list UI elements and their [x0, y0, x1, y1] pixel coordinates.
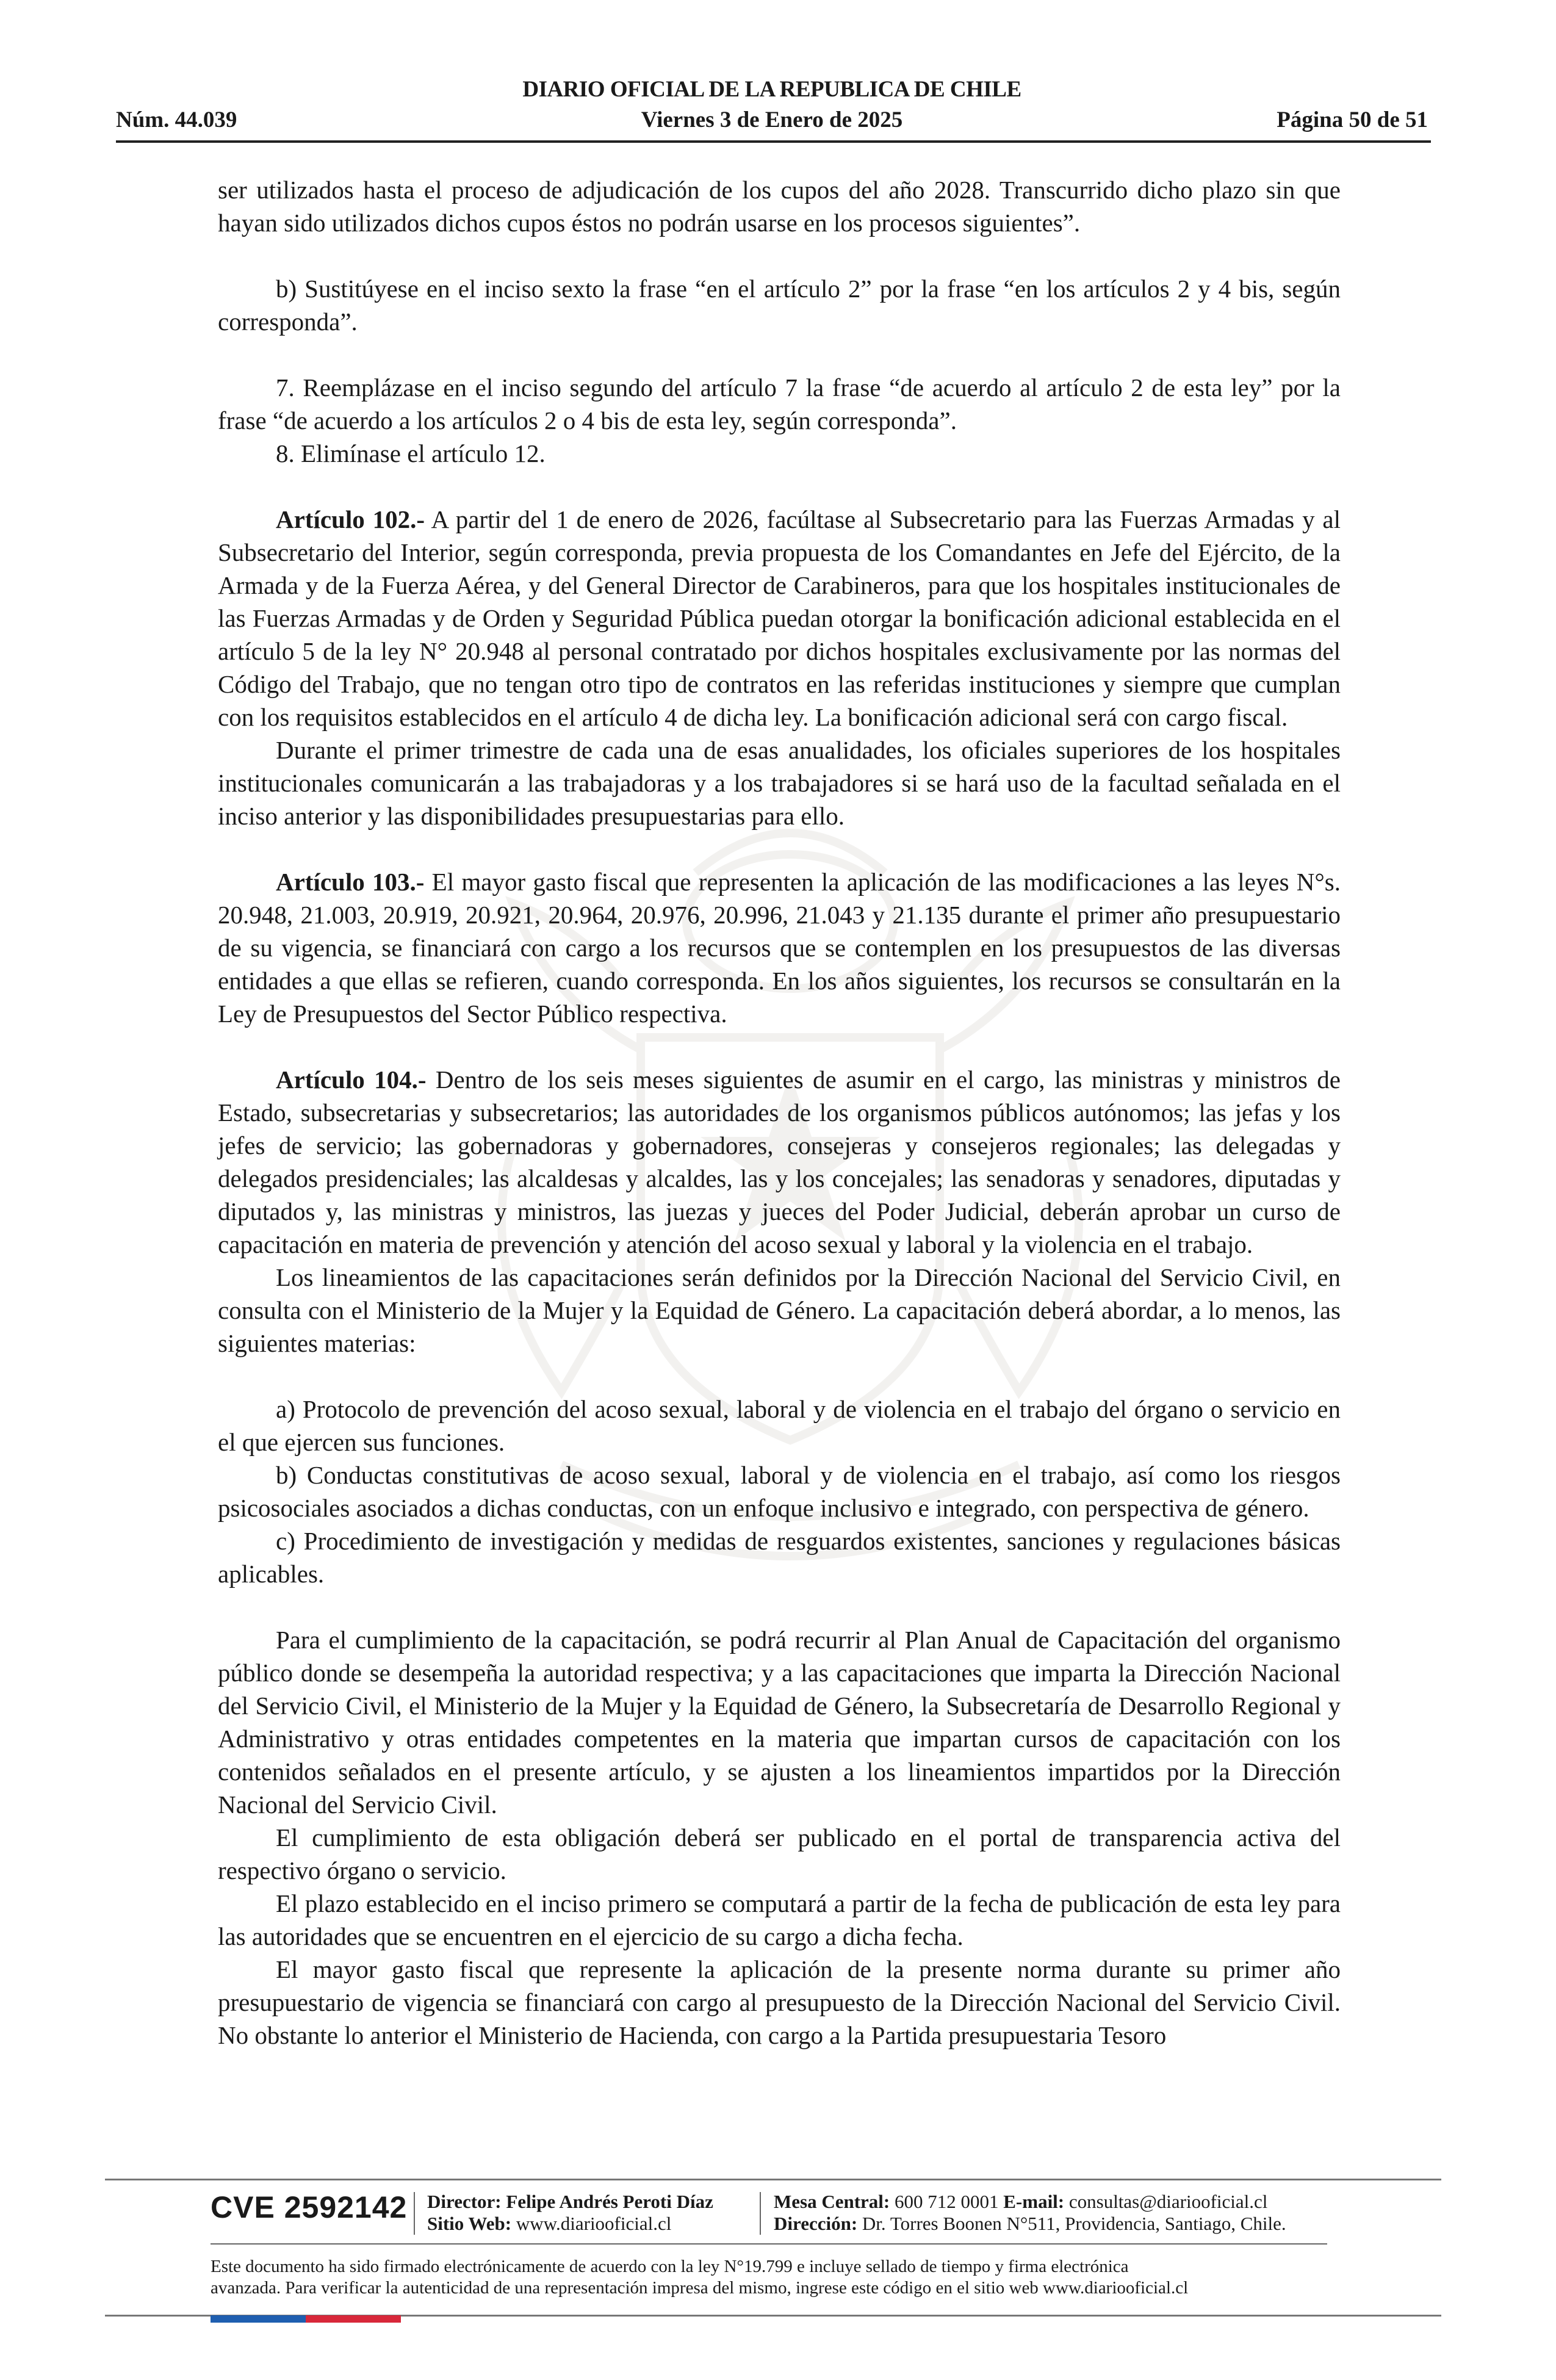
article-heading: Artículo 102.-: [276, 505, 425, 533]
publication-date: Viernes 3 de Enero de 2025: [641, 107, 903, 132]
cve-code: CVE 2592142: [211, 2190, 408, 2224]
body-paragraph: El cumplimiento de esta obligación deberá ser publicado en el portal de transparencia activa del respectivo órgano o servicio.: [218, 1823, 1341, 1884]
flag-blue-segment: [211, 2315, 306, 2323]
article-text: A partir del 1 de enero de 2026, facúltase al Subsecretario para las Fuerzas Armadas y al Subsecretario del Interior, según corresponda, previa propuesta de los Comandantes en Jefe del Ejército, de la Armada y de la Fuerza Aérea, y del General Director de Carabineros, para que los hospitales institucionales de las Fuerzas Armadas y de Orden y Seguridad Pública puedan otorgar la bonificación adicional establecida en el artículo 5 de la ley N° 20.948 al personal contratado por dichos hospitales exclusivamente por las normas del Código del Trabajo, que no tengan otro tipo de contratos en las referidas instituciones y siempre que cumplan con los requisitos establecidos en el artículo 4 de dicha ley. La bonificación adicional será con cargo fiscal.: [218, 505, 1341, 731]
email-link[interactable]: consultas@diariooficial.cl: [1068, 2191, 1268, 2212]
footer-separator: [760, 2192, 761, 2235]
flag-red-segment: [306, 2315, 401, 2323]
article-text: Dentro de los seis meses siguientes de asumir en el cargo, las ministras y ministros de Estado, subsecretarias y subsecretarios; las autoridades de los organismos públicos autónomos; las jefas y los jefes de servicio; las gobernadoras y gobernadores, consejeras y consejeros regionales; las delegadas y delegados presidenciales; las alcaldesas y alcaldes, las y los concejales; las senadoras y senadores, diputadas y diputados y, las ministras y ministros, las juezas y jueces del Poder Judicial, deberán aprobar un curso de capacitación en materia de prevención y atención del acoso sexual y laboral y la violencia en el trabajo.: [218, 1066, 1341, 1258]
footer-director-block: [427, 2191, 713, 2235]
issue-number: Núm. 44.039: [116, 107, 237, 132]
article-103: [218, 865, 1341, 1030]
footer-separator: [414, 2192, 415, 2235]
document-body: [218, 173, 1341, 2052]
article-heading: Artículo 104.-: [276, 1066, 427, 1094]
article-102: [218, 503, 1341, 734]
website-link[interactable]: www.diariooficial.cl: [516, 2213, 672, 2234]
legal-line: Este documento ha sido firmado electrónicamente de acuerdo con la ley N°19.799 e incluye sellado de tiempo y firma electrónica: [211, 2257, 1129, 2276]
director-name: Felipe Andrés Peroti Díaz: [506, 2191, 713, 2212]
flag-stripe: [211, 2315, 401, 2323]
body-paragraph: b) Sustitúyese en el inciso sexto la frase “en el artículo 2” por la frase “en los artículos 2 y 4 bis, según corresponda”.: [218, 275, 1341, 336]
body-paragraph: Para el cumplimiento de la capacitación, se podrá recurrir al Plan Anual de Capacitación del organismo público donde se desempeña la autoridad respectiva; y a las capacitaciones que imparta la Dirección Nacional del Servicio Civil, el Ministerio de la Mujer y la Equidad de Género, la Subsecretaría de Desarrollo Regional y Administrativo y otras entidades competentes en la materia que impartan cursos de capacitación con los contenidos señalados en el presente artículo, y se ajusten a los lineamientos impartidos por la Dirección Nacional del Servicio Civil.: [218, 1626, 1341, 1819]
article-text: El mayor gasto fiscal que representen la aplicación de las modificaciones a las leyes N°s. 20.948, 21.003, 20.919, 20.921, 20.964, 20.976, 20.996, 21.043 y 21.135 durante el primer año presupuestario de su vigencia, se financiará con cargo a los recursos que se contemplen en los presupuestos de las diversas entidades a que ellas se refieren, cuando corresponda. En los años siguientes, los recursos se consultarán en la Ley de Presupuestos del Sector Público respectiva.: [218, 868, 1341, 1028]
address-value: Dr. Torres Boonen N°511, Providencia, Santiago, Chile.: [862, 2213, 1286, 2234]
list-item: b) Conductas constitutivas de acoso sexual, laboral y de violencia en el trabajo, así como los riesgos psicosociales asociados a dichas conductas, con un enfoque inclusivo e integrado, con perspectiva de género.: [218, 1461, 1341, 1522]
email-label: E-mail:: [1003, 2191, 1065, 2212]
page-number: Página 50 de 51: [1277, 107, 1428, 132]
article-heading: Artículo 103.-: [276, 868, 425, 896]
page-header: [116, 76, 1428, 143]
article-104: [218, 1063, 1341, 1261]
body-paragraph: Durante el primer trimestre de cada una de esas anualidades, los oficiales superiores de los hospitales institucionales comunicarán a las trabajadoras y a los trabajadores si se hará uso de la facultad señalada en el inciso anterior y las disponibilidades presupuestarias para ello.: [218, 736, 1341, 830]
header-divider: [116, 140, 1431, 143]
director-label: Director:: [427, 2191, 502, 2212]
legal-line: avanzada. Para verificar la autenticidad de una representación impresa del mismo, ingrese este código en el sitio web www.diariooficial.cl: [211, 2278, 1189, 2298]
phone-label: Mesa Central:: [774, 2191, 890, 2212]
footer-divider: [105, 2179, 1441, 2180]
body-paragraph: 7. Reemplázase en el inciso segundo del artículo 7 la frase “de acuerdo al artículo 2 de esta ley” por la frase “de acuerdo a los artículos 2 o 4 bis de esta ley, según corresponda”.: [218, 373, 1341, 435]
signature-notice: [211, 2256, 1370, 2299]
footer-contact-block: [774, 2191, 1286, 2235]
address-label: Dirección:: [774, 2213, 858, 2234]
list-item: a) Protocolo de prevención del acoso sexual, laboral y de violencia en el trabajo del órgano o servicio en el que ejercen sus funciones.: [218, 1395, 1341, 1456]
body-paragraph: El mayor gasto fiscal que represente la aplicación de la presente norma durante su primer año presupuestario de vigencia se financiará con cargo al presupuesto de la Dirección Nacional del Servicio Civil. No obstante lo anterior el Ministerio de Hacienda, con cargo a la Partida presupuestaria Tesoro: [218, 1955, 1341, 2049]
list-item: c) Procedimiento de investigación y medidas de resguardos existentes, sanciones y regulaciones básicas aplicables.: [218, 1527, 1341, 1588]
body-paragraph: El plazo establecido en el inciso primero se computará a partir de la fecha de publicación de esta ley para las autoridades que se encuentren en el ejercicio de su cargo a dicha fecha.: [218, 1889, 1341, 1950]
footer-divider: [211, 2243, 1327, 2245]
body-paragraph: 8. Elimínase el artículo 12.: [276, 439, 546, 467]
gazette-name: DIARIO OFICIAL DE LA REPUBLICA DE CHILE: [522, 77, 1021, 102]
phone-number: 600 712 0001: [895, 2191, 999, 2212]
website-label: Sitio Web:: [427, 2213, 512, 2234]
body-paragraph: ser utilizados hasta el proceso de adjudicación de los cupos del año 2028. Transcurrido dicho plazo sin que hayan sido utilizados dichos cupos éstos no podrán usarse en los procesos siguientes”.: [218, 176, 1341, 237]
body-paragraph: Los lineamientos de las capacitaciones serán definidos por la Dirección Nacional del Servicio Civil, en consulta con el Ministerio de la Mujer y la Equidad de Género. La capacitación deberá abordar, a lo menos, las siguientes materias:: [218, 1263, 1341, 1357]
